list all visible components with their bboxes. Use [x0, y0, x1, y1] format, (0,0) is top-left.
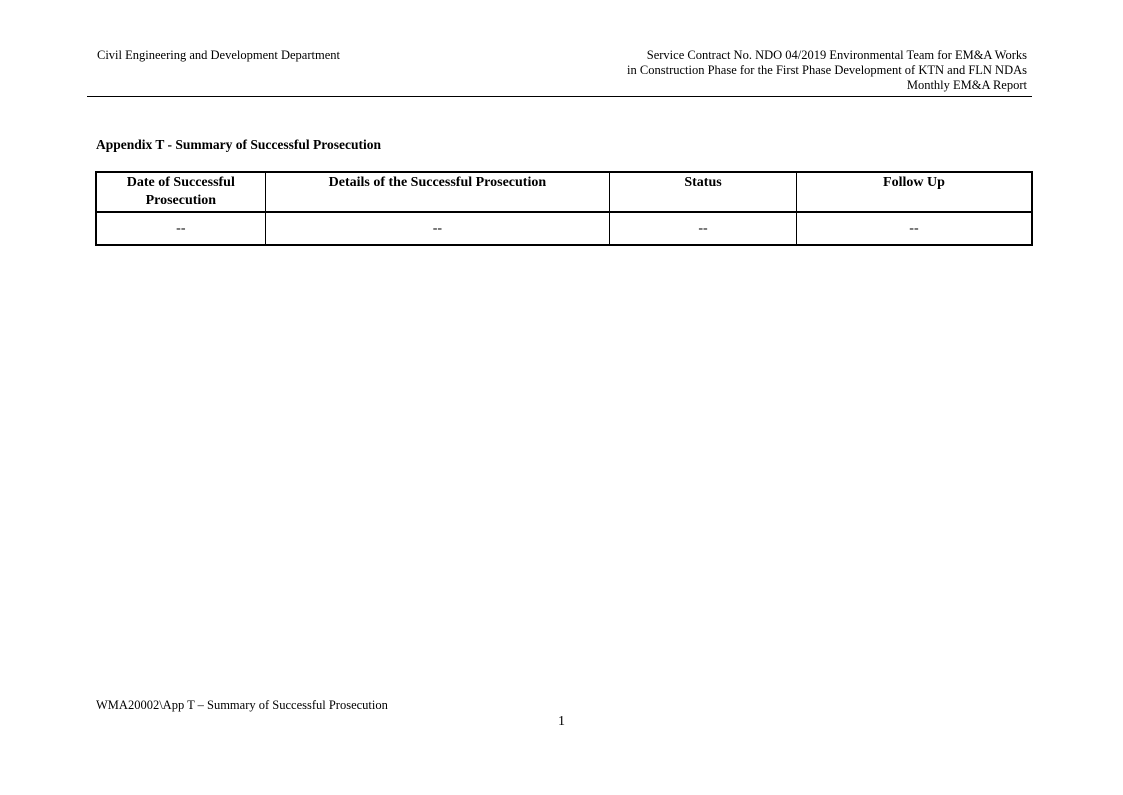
header-contract-info — [627, 48, 1027, 93]
page-number: 1 — [558, 714, 565, 729]
column-header-date: Date of Successful Prosecution — [96, 172, 265, 212]
footer-reference: WMA20002\App T – Summary of Successful Prosecution — [96, 698, 388, 712]
header-divider — [87, 96, 1032, 97]
column-header-follow-up: Follow Up — [796, 172, 1032, 212]
appendix-title: Appendix T - Summary of Successful Prosecution — [96, 137, 382, 152]
column-header-details: Details of the Successful Prosecution — [265, 172, 610, 212]
header-report-type: Monthly EM&A Report — [906, 78, 1027, 92]
header-department: Civil Engineering and Development Department — [97, 48, 340, 62]
table-row — [96, 212, 1032, 245]
table-cell-details: -- — [265, 212, 610, 245]
table-header-row — [96, 172, 1032, 212]
header-contract-line: in Construction Phase for the First Phase Development of KTN and FLN NDAs — [627, 63, 1027, 77]
header-contract-line: Service Contract No. NDO 04/2019 Environmental Team for EM&A Works — [646, 48, 1027, 62]
table-cell-follow-up: -- — [796, 212, 1032, 245]
prosecution-summary-table — [95, 171, 1033, 246]
table-cell-status: -- — [610, 212, 797, 245]
column-header-status: Status — [610, 172, 797, 212]
table-cell-date: -- — [96, 212, 265, 245]
